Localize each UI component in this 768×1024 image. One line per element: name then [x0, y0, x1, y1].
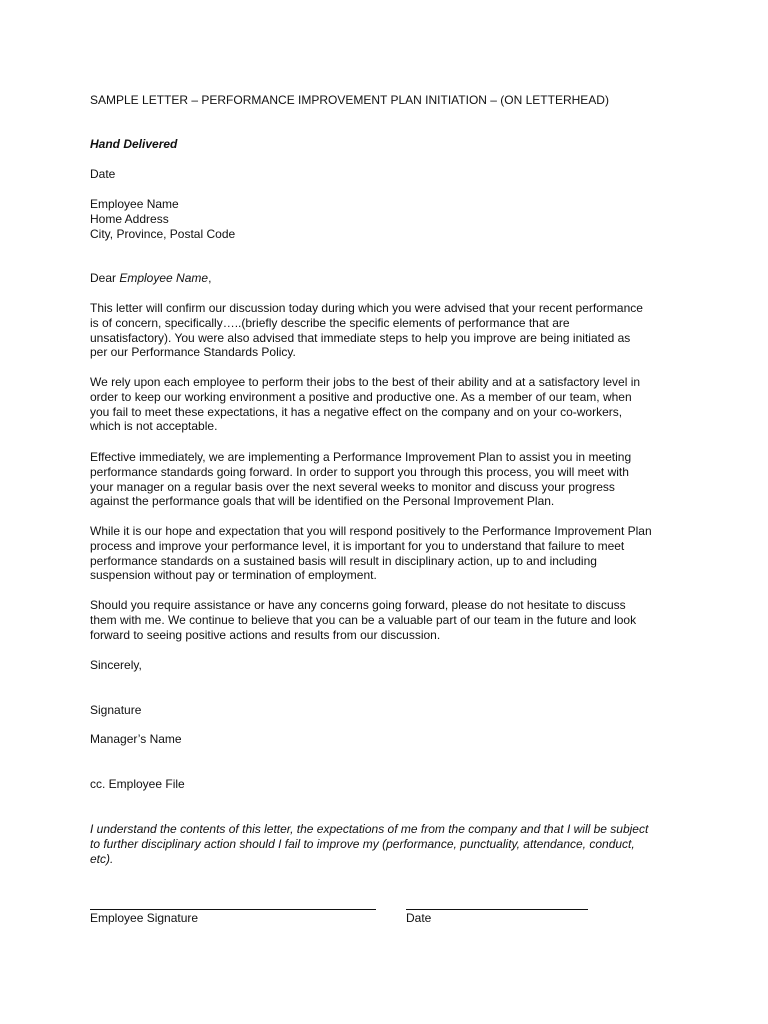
signature-placeholder: Signature — [90, 703, 142, 717]
paragraph-line: against the performance goals that will be identified on the Personal Improvement Plan. — [90, 494, 555, 509]
paragraph-line: your manager on a regular basis over the next several weeks to monitor and discuss your progress — [90, 479, 615, 494]
salutation — [90, 271, 682, 286]
employee-signature-line — [90, 909, 376, 910]
closing: Sincerely, — [90, 658, 142, 672]
paragraph-line: forward to seeing positive actions and results from our discussion. — [90, 627, 441, 642]
acknowledgement — [90, 822, 682, 866]
paragraph-line: performance standards on a sustained basis will result in disciplinary action, up to and including — [90, 553, 597, 568]
acknowledgement-line: to further disciplinary action should I fail to improve my (performance, punctuality, attendance, conduct, — [90, 836, 635, 851]
acknowledgement-line: etc). — [90, 851, 114, 866]
paragraph-line: This letter will confirm our discussion today during which you were advised that your recent performance — [90, 301, 643, 315]
paragraph-line: which is not acceptable. — [90, 419, 218, 434]
manager-name: Manager’s Name — [90, 732, 182, 746]
paragraph-line: is of concern, specifically…..(briefly describe the specific elements of performance that are — [90, 315, 570, 330]
salutation-name: Employee Name — [119, 271, 209, 285]
paragraph-2 — [90, 375, 682, 434]
paragraph-line: Effective immediately, we are implementing a Performance Improvement Plan to assist you in meeting — [90, 450, 632, 464]
paragraph-line: you fail to meet these expectations, it has a negative effect on the company and on your co-workers, — [90, 404, 623, 419]
paragraph-3 — [90, 450, 682, 509]
paragraph-line: suspension without pay or termination of employment. — [90, 568, 377, 583]
salutation-suffix: , — [208, 271, 212, 285]
employee-date-line — [406, 909, 588, 910]
paragraph-line: Should you require assistance or have any concerns going forward, please do not hesitate to discuss — [90, 598, 626, 612]
delivery-method: Hand Delivered — [90, 137, 178, 151]
paragraph-line: unsatisfactory). You were also advised that immediate steps to help you improve are being initiated as — [90, 330, 631, 345]
paragraph-5 — [90, 598, 682, 642]
recipient-name: Employee Name — [90, 197, 179, 211]
paragraph-line: We rely upon each employee to perform their jobs to the best of their ability and at a satisfactory level in — [90, 375, 641, 389]
recipient-city: City, Province, Postal Code — [90, 226, 236, 241]
paragraph-line: While it is our hope and expectation that you will respond positively to the Performance Improvement Plan — [90, 524, 652, 538]
cc-line: cc. Employee File — [90, 777, 185, 791]
paragraph-line: performance standards going forward. In order to support you through this process, you will meet with — [90, 464, 629, 479]
paragraph-line: per our Performance Standards Policy. — [90, 345, 296, 360]
salutation-prefix: Dear — [90, 271, 120, 285]
date-placeholder: Date — [90, 167, 116, 181]
paragraph-1 — [90, 301, 682, 360]
paragraph-line: order to keep our working environment a positive and productive one. As a member of our team, when — [90, 389, 632, 404]
paragraph-line: process and improve your performance level, it is important for you to understand that failure to meet — [90, 538, 625, 553]
employee-date-label: Date — [406, 911, 432, 925]
acknowledgement-line: I understand the contents of this letter, the expectations of me from the company and that I will be subject — [90, 822, 649, 836]
paragraph-line: them with me. We continue to believe that you can be a valuable part of our team in the future and look — [90, 612, 637, 627]
recipient-address — [90, 197, 682, 241]
employee-signature-label: Employee Signature — [90, 911, 199, 925]
paragraph-4 — [90, 524, 682, 583]
recipient-home-address: Home Address — [90, 211, 169, 226]
letter-heading: SAMPLE LETTER – PERFORMANCE IMPROVEMENT PLAN INITIATION – (ON LETTERHEAD) — [90, 93, 609, 107]
